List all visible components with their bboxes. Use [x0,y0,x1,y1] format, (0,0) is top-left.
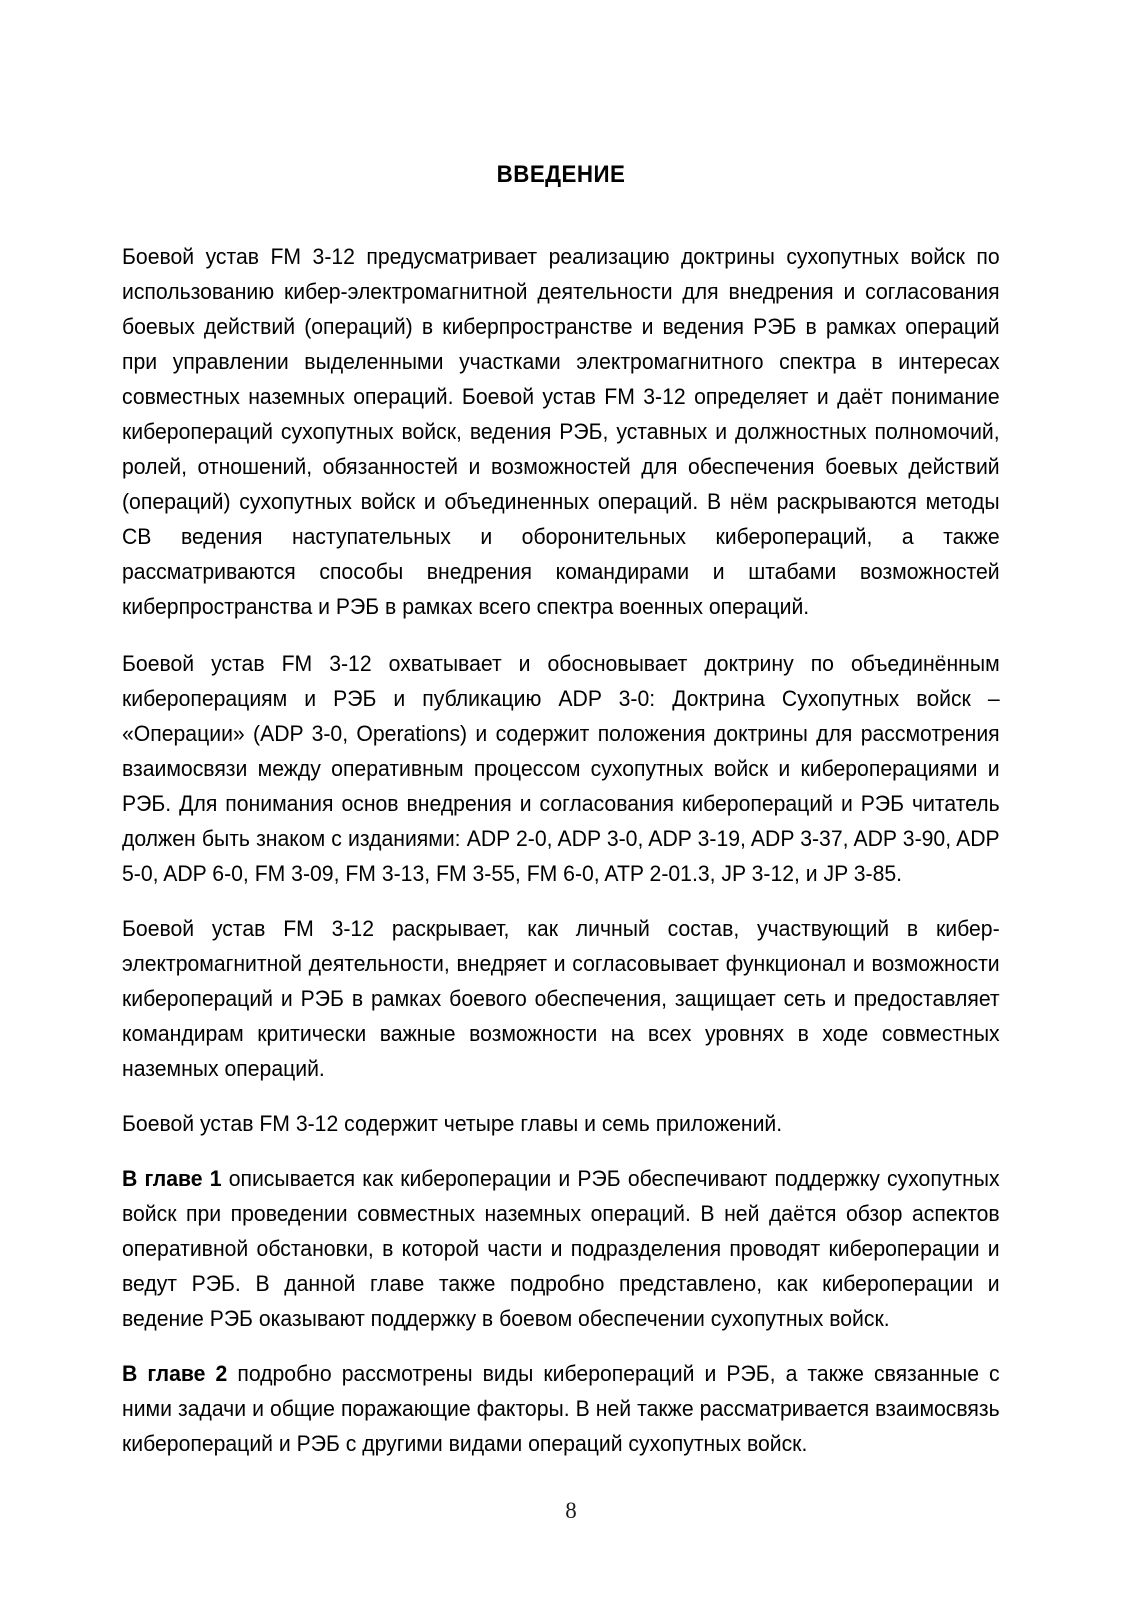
paragraph-gap [122,1141,1000,1161]
page-number: 8 [565,1498,577,1523]
paragraph-gap [122,891,1000,911]
paragraph-gap [122,624,1000,646]
paragraph-personnel-roles: Боевой устав FM 3-12 раскрывает, как личный состав, участвующий в кибер-электромагнитной деятельности, внедряет и согласовывает функционал и возможности киберопераций и РЭБ в рамках боевого обеспечения, защищает сеть и предоставляет командирам критически важные возможности на всех уровнях в ходе совместных наземных операций. [122,916,1000,1081]
paragraph-scope-references: Боевой устав FM 3-12 охватывает и обосновывает доктрину по объединённым киберопеpациям и РЭБ и публикацию ADP 3-0: Доктрина Сухопутных войск – «Операции» (ADP 3-0, Operations) и содержит положения доктрины для рассмотрения взаимосвязи между оперативным процессом сухопутных войск и кибероперациями и РЭБ. Для понимания основ внедрения и согласования киберопераций и РЭБ читатель должен быть знаком с изданиями: ADP 2-0, ADP 3-0, ADP 3-19, ADP 3-37, ADP 3-90, ADP 5-0, ADP 6-0, FM 3-09, FM 3-13, FM 3-55, FM 6-0, ATP 2-01.3, JP 3-12, и JP 3-85. [122,651,1000,886]
page-title: ВВЕДЕНИЕ [496,161,626,188]
paragraph-chapter-2 [122,1356,1000,1461]
paragraph-chapter-1 [122,1161,1000,1336]
paragraph-gap [122,1336,1000,1356]
paragraph-intro-overview: Боевой устав FM 3-12 предусматривает реализацию доктрины сухопутных войск по использованию кибер-электромагнитной деятельности для внедрения и согласования боевых действий (операций) в киберпространстве и ведения РЭБ в рамках операций при управлении выделенными участками электромагнитного спектра в интересах совместных наземных операций. Боевой устав FM 3-12 определяет и даёт понимание киберопераций сухопутных войск, ведения РЭБ, уставных и должностных полномочий, ролей, отношений, обязанностей и возможностей для обеспечения боевых действий (операций) сухопутных войск и объединенных операций. В нём раскрываются методы СВ ведения наступательных и оборонительных киберопераций, а также рассматриваются способы внедрения командирами и штабами возможностей киберпространства и РЭБ в рамках всего спектра военных операций. [122,244,1000,619]
chapter-1-lead-label: В главе 1 [122,1166,222,1191]
page-content [122,0,1000,1461]
paragraph-structure-summary: Боевой устав FM 3-12 содержит четыре главы и семь приложений. [122,1111,783,1136]
chapter-2-body: подробно рассмотрены виды киберопераций и РЭБ, а также связанные с ними задачи и общие поражающие факторы. В ней также рассматривается взаимосвязь киберопераций и РЭБ с другими видами операций сухопутных войск. [122,1361,1000,1456]
paragraph-gap [122,1086,1000,1106]
heading-spacer [122,187,1000,239]
chapter-2-lead-label: В главе 2 [122,1361,228,1386]
chapter-1-body: описывается как кибероперации и РЭБ обеспечивают поддержку сухопутных войск при проведении совместных наземных операций. В ней даётся обзор аспектов оперативной обстановки, в которой части и подразделения проводят кибероперации и ведут РЭБ. В данной главе также подробно представлено, как кибероперации и ведение РЭБ оказывают поддержку в боевом обеспечении сухопутных войск. [122,1166,1000,1331]
